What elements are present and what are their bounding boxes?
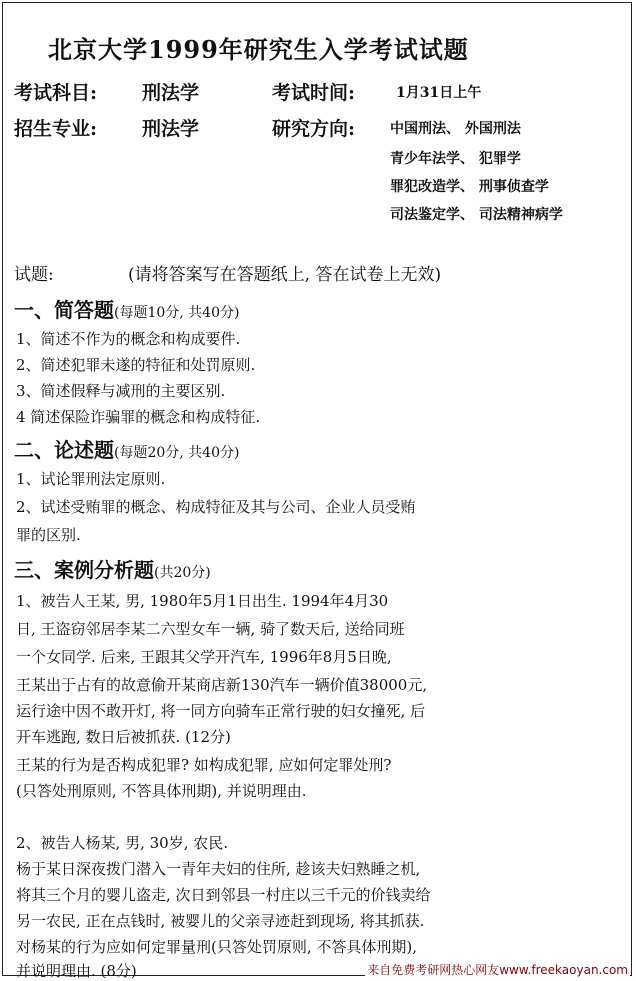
case-line: 另一农民, 正在点钱时, 被婴儿的父亲寻迹赶到现场, 将其抓获.: [16, 912, 425, 930]
section-title: 一、简答题: [14, 298, 114, 322]
case-line: 2、被告人杨某, 男, 30岁, 农民.: [16, 834, 229, 852]
question-line: 罪的区别.: [16, 526, 81, 544]
page-border: [2, 2, 632, 976]
instruction-label: 试题:: [14, 265, 54, 285]
section-note: (共20分): [154, 565, 211, 581]
section-title: 三、案例分析题: [14, 558, 154, 582]
time-value: 1月31日上午: [396, 85, 482, 101]
case-line: 对杨某的行为应如何定罪量刑(只答处罚原则, 不答具体刑期),: [16, 938, 418, 956]
case-line: 一个女同学. 后来, 王跟其父学开汽车, 1996年8月5日晚,: [16, 648, 392, 666]
question-line: 1、简述不作为的概念和构成要件.: [16, 330, 241, 348]
section-note: (每题20分, 共40分): [114, 445, 240, 461]
subject-label: 考试科目:: [14, 82, 98, 104]
case-line: 王某出于占有的故意偷开某商店新130汽车一辆价值38000元,: [16, 676, 428, 694]
case-line: (只答处刑原则, 不答具体刑期), 并说明理由.: [16, 782, 307, 800]
section-heading: [14, 434, 239, 463]
subject-value: 刑法学: [142, 82, 200, 104]
section-heading: [14, 294, 239, 323]
direction-line: 罪犯改造学、 刑事侦查学: [390, 179, 549, 195]
case-line: 将其三个月的婴儿盗走, 次日到邻县一村庄以三千元的价钱卖给: [16, 886, 431, 904]
case-line: 日, 王盗窃邻居李某二六型女车一辆, 骑了数天后, 送给同班: [16, 620, 405, 638]
case-line: 王某的行为是否构成犯罪? 如构成犯罪, 应如何定罪处刑?: [16, 756, 392, 774]
source-watermark: 来自免费考研网热心网友www.freekaoyan.com: [367, 963, 628, 977]
question-line: 1、试论罪刑法定原则.: [16, 470, 166, 488]
section-note: (每题10分, 共40分): [114, 305, 240, 321]
major-label: 招生专业:: [14, 118, 98, 140]
direction-label: 研究方向:: [272, 118, 356, 140]
direction-line: 青少年法学、 犯罪学: [390, 151, 521, 167]
question-line: 2、试述受贿罪的概念、构成特征及其与公司、企业人员受贿: [16, 498, 416, 516]
instruction-text: (请将答案写在答题纸上, 答在试卷上无效): [128, 265, 442, 285]
section-heading: [14, 554, 211, 583]
question-line: 3、简述假释与减刑的主要区别.: [16, 382, 226, 400]
case-line: 运行途中因不敢开灯, 将一同方向骑车正常行驶的妇女撞死, 后: [16, 702, 426, 720]
section-title: 二、论述题: [14, 438, 114, 462]
major-value: 刑法学: [142, 118, 200, 140]
case-line: 1、被告人王某, 男, 1980年5月1日出生. 1994年4月30: [16, 592, 389, 610]
case-line: 开车逃跑, 数日后被抓获. (12分): [16, 728, 231, 746]
direction-line: 中国刑法、 外国刑法: [390, 121, 521, 137]
question-line: 4 简述保险诈骗罪的概念和构成特征.: [16, 408, 261, 426]
case-line: 并说明理由. (8分): [16, 962, 137, 980]
exam-title: 北京大学1999年研究生入学考试试题: [48, 35, 469, 64]
direction-line: 司法鉴定学、 司法精神病学: [390, 207, 563, 223]
case-line: 杨于某日深夜拨门潜入一青年夫妇的住所, 趁该夫妇熟睡之机,: [16, 860, 421, 878]
question-line: 2、简述犯罪未遂的特征和处罚原则.: [16, 356, 256, 374]
time-label: 考试时间:: [272, 82, 356, 104]
